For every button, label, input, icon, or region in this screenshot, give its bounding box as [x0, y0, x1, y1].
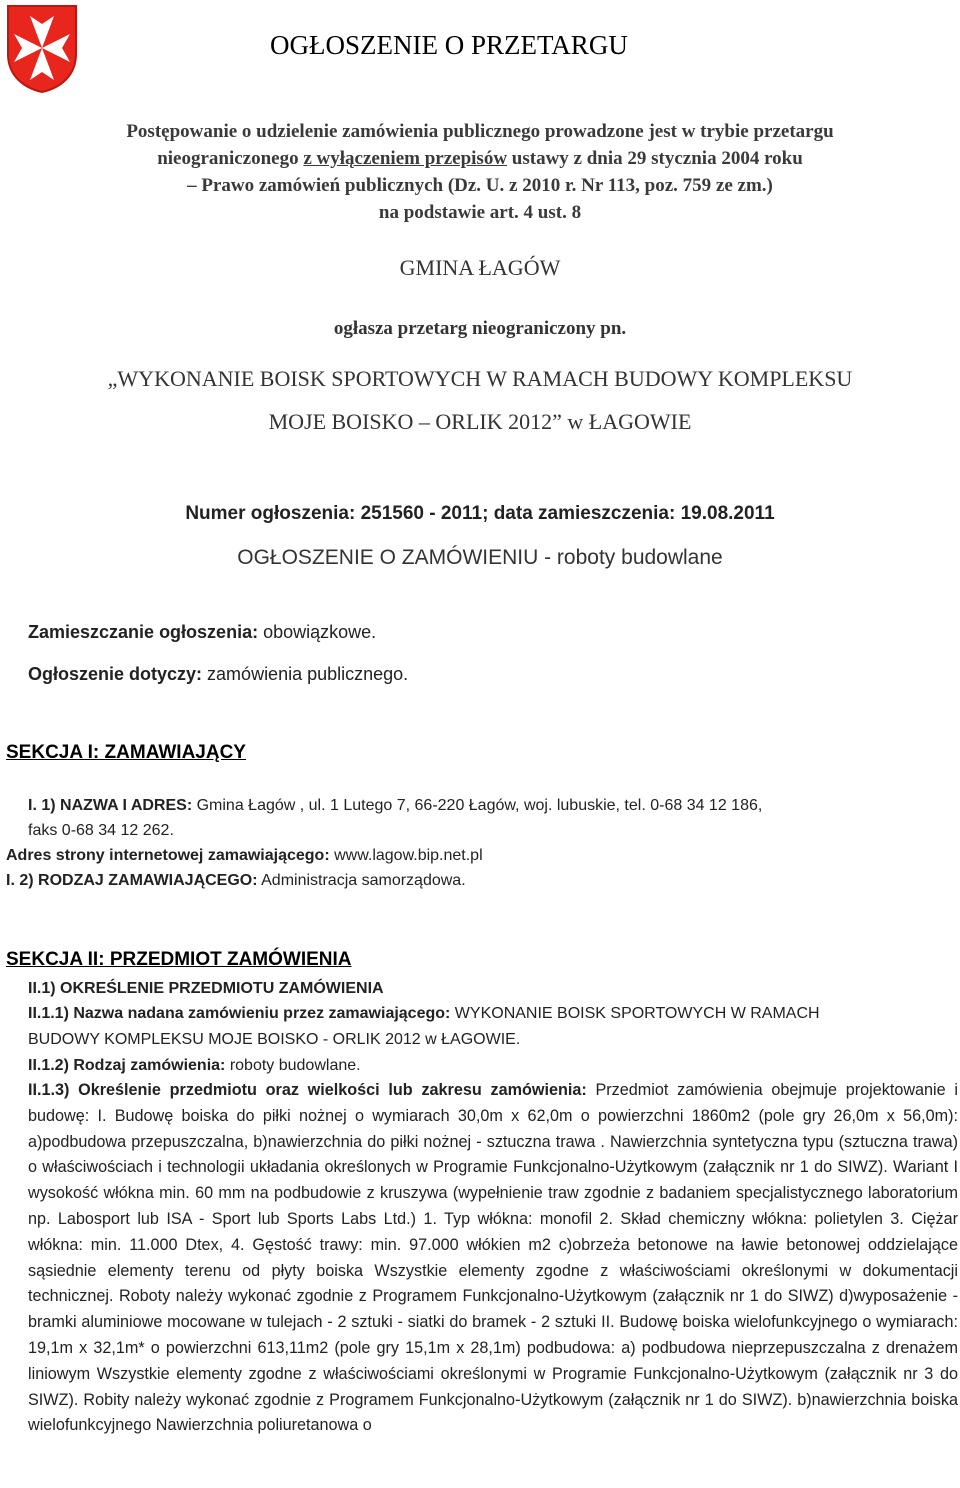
maltese-cross-crest-icon — [4, 2, 80, 94]
ii12-line — [28, 1053, 958, 1079]
ii13-label: II.1.3) Określenie przedmiotu oraz wielkości lub zakresu zamówienia: — [28, 1081, 587, 1099]
placing-value: obowiązkowe. — [258, 622, 377, 642]
project-title-line-1: „WYKONANIE BOISK SPORTOWYCH W RAMACH BUDOWY KOMPLEKSU — [107, 366, 853, 391]
concerns-label: Ogłoszenie dotyczy: — [28, 664, 203, 684]
section-1-website — [6, 843, 936, 869]
intro-line-1: Postępowanie o udzielenie zamówienia publicznego prowadzone jest w trybie przetargu — [126, 121, 834, 142]
intro-line-2-b: ustawy z dnia 29 stycznia 2004 roku — [507, 148, 803, 169]
ii1-heading: II.1) OKREŚLENIE PRZEDMIOTU ZAMÓWIENIA — [28, 980, 384, 997]
concerns-value: zamówienia publicznego. — [202, 664, 409, 684]
intro-line-2-underlined: z wyłączeniem przepisów — [303, 148, 508, 169]
section-1-type — [6, 868, 936, 894]
intro-line-2 — [0, 145, 960, 172]
page-title: OGŁOSZENIE O PRZETARGU — [270, 30, 628, 60]
notice-type: OGŁOSZENIE O ZAMÓWIENIU - roboty budowlane — [237, 546, 723, 569]
ii11-line-2: BUDOWY KOMPLEKSU MOJE BOISKO - ORLIK 2012 w ŁAGOWIE. — [28, 1031, 521, 1048]
www-value[interactable]: www.lagow.bip.net.pl — [329, 847, 483, 864]
www-label: Adres strony internetowej zamawiającego: — [6, 847, 330, 864]
i2-value: Administracja samorządowa. — [257, 872, 466, 889]
section-2-heading: SEKCJA II: PRZEDMIOT ZAMÓWIENIA — [6, 949, 352, 970]
ii11-value: WYKONANIE BOISK SPORTOWYCH W RAMACH — [450, 1005, 820, 1022]
i2-label: I. 2) RODZAJ ZAMAWIAJĄCEGO: — [6, 872, 258, 889]
ii13-value: Przedmiot zamówienia obejmuje projektowanie i budowę: I. Budowę boiska do piłki nożnej o wymiarach 30,0m x 62,0m o powierzchni 1860m2 (pole gry 26,0m x 56,0m): a)podbudowa przepuszczalna, b)nawierzchnia do piłki nożnej - sztuczna trawa . Nawierzchnia syntetyczna typu (sztuczna trawa) o właściwościach i technologii układania określonych w Programie Funkcjonalno-Użytkowym (załącznik nr 1 do SIWZ). Wariant I wysokość włókna min. 60 mm na podbudowie z kruszywa (wypełnienie traw zgodnie z badaniem specjalistycznego laboratorium np. Labosport lub ISA - Sport lub Sports Labs Ltd.) 1. Typ włókna: monofil 2. Skład chemiczny włókna: polietylen 3. Ciężar włókna: min. 11.000 Dtex, 4. Gęstość trawy: min. 97.000 włókien m2 c)obrzeża betonowe na ławie betonowej oddzielające sąsiednie elementy terenu od płyty boiska Wszystkie elementy zgodne z właściwościami określonymi w dokumentacji technicznej. Roboty należy wykonać zgodnie z Programem Funkcjonalno-Użytkowym (załącznik nr 1 do SIWZ) d)wyposażenie - bramki aluminiowe mocowane w tulejach - 2 sztuki - siatki do bramek - 2 sztuki II. Budowę boiska wielofunkcyjnego o wymiarach: 19,1m x 32,1m* o powierzchni 613,11m2 (pole gry 15,1m x 28,1m) podbudowa: a) podbudowa nieprzepuszczalna z drenażem liniowym Wszystkie elementy zgodne z właściwościami określonymi w Programie Funkcjonalno-Użytkowym (załącznik nr 3 do SIWZ). Robity należy wykonać zgodnie z Programem Funkcjonalno-Użytkowym (załącznik nr 1 do SIWZ). b)nawierzchnia boiska wielofunkcyjnego Nawierzchnia poliuretanowa o — [28, 1081, 958, 1435]
issuer-name: GMINA ŁAGÓW — [399, 255, 561, 280]
concerns-line — [28, 664, 408, 685]
section-1-name-address — [28, 793, 958, 819]
intro-line-3: – Prawo zamówień publicznych (Dz. U. z 2010 r. Nr 113, poz. 759 ze zm.) — [187, 175, 773, 196]
i1-value: Gmina Łagów , ul. 1 Lutego 7, 66-220 Łagów, woj. lubuskie, tel. 0-68 34 12 186, — [192, 797, 763, 814]
placing-line — [28, 622, 376, 643]
i1-label: I. 1) NAZWA I ADRES: — [28, 797, 193, 814]
ii11-line — [28, 1001, 958, 1027]
announces-text: ogłasza przetarg nieograniczony pn. — [333, 318, 627, 339]
section-1-heading: SEKCJA I: ZAMAWIAJĄCY — [6, 742, 246, 763]
ii11-label: II.1.1) Nazwa nadana zamówieniu przez zamawiającego: — [28, 1005, 451, 1022]
section-1-fax: faks 0-68 34 12 262. — [28, 822, 174, 839]
notice-number: Numer ogłoszenia: 251560 - 2011; data zamieszczenia: 19.08.2011 — [185, 503, 775, 524]
ii12-label: II.1.2) Rodzaj zamówienia: — [28, 1057, 226, 1074]
ii12-value: roboty budowlane. — [225, 1057, 361, 1074]
project-title-line-2: MOJE BOISKO – ORLIK 2012” w ŁAGOWIE — [268, 409, 692, 434]
intro-line-2-a: nieograniczonego — [157, 148, 304, 169]
placing-label: Zamieszczanie ogłoszenia: — [28, 622, 259, 642]
ii13-description — [28, 1078, 958, 1439]
intro-line-4: na podstawie art. 4 ust. 8 — [378, 202, 582, 223]
